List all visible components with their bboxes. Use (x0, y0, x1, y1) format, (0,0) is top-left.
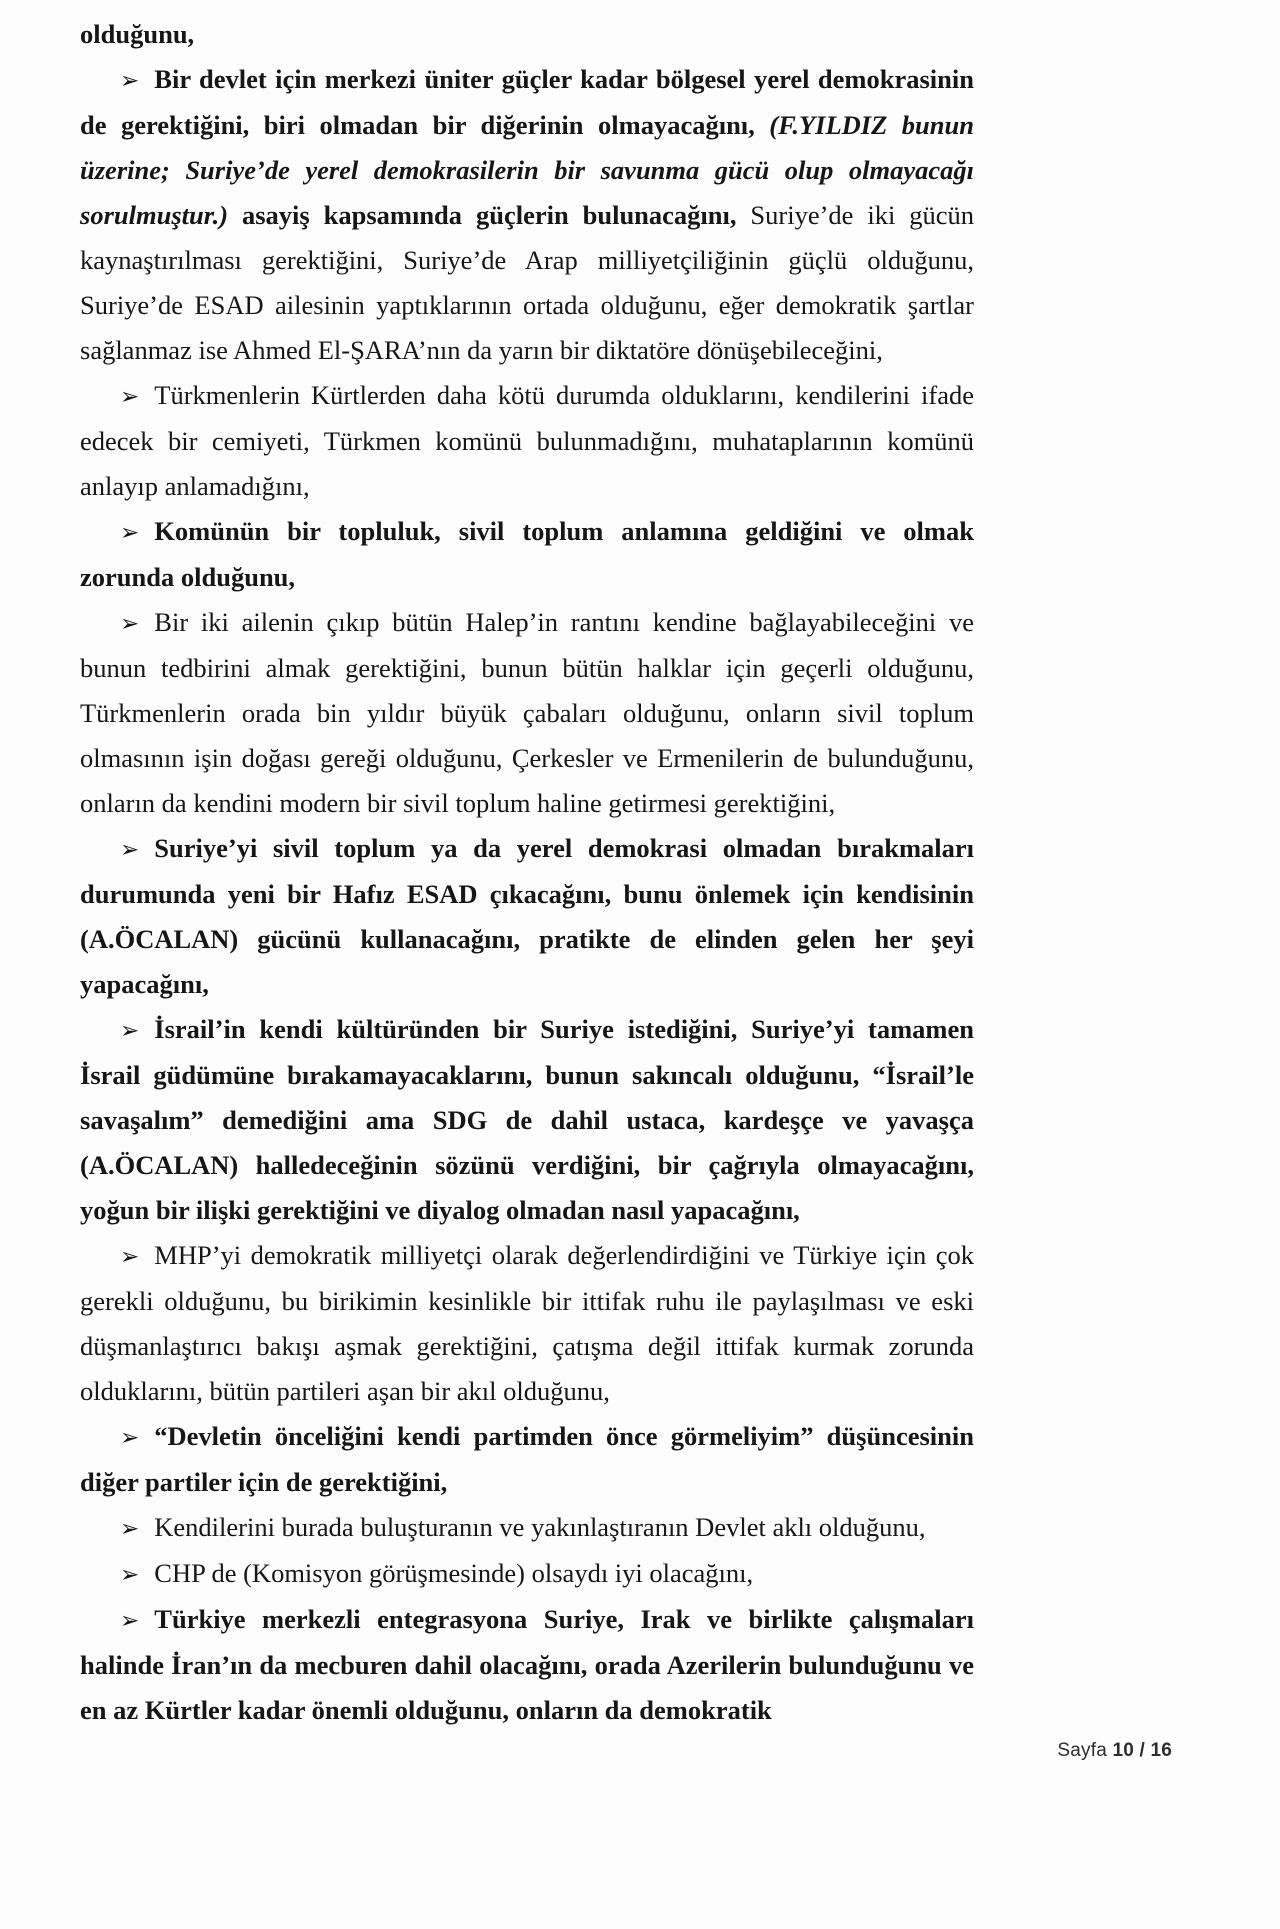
text-segment: Suriye’de iki gücün kaynaştırılması gerektiğini, Suriye’de Arap milliyetçiliğinin güçlü olduğunu, Suriye’de ESAD ailesinin yaptıklarının ortada olduğunu, eğer demokratik şartlar sağlanmaz ise Ahmed El-ŞARA’nın da yarın bir diktatöre dönüşebileceğini, (80, 200, 974, 365)
bullet-arrow-icon: ➢ (120, 1244, 140, 1269)
text-segment: MHP’yi demokratik milliyetçi olarak değerlendirdiğini ve Türkiye için çok gerekli olduğunu, bu birikimin kesinlikle bir ittifak ruhu ile paylaşılması ve eski düşmanlaştırıcı bakışı aşmak gerektiğini, çatışma değil ittifak kurmak zorunda olduklarını, bütün partileri aşan bir akıl olduğunu, (80, 1240, 974, 1406)
paragraph (80, 1505, 974, 1551)
page-number: 10 / 16 (1112, 1740, 1172, 1761)
bullet-arrow-icon: ➢ (120, 1608, 140, 1633)
bullet-arrow-icon: ➢ (120, 1018, 140, 1043)
text-segment: Kendilerini burada buluşturanın ve yakınlaştıranın Devlet aklı olduğunu, (154, 1512, 926, 1542)
text-segment: Suriye’yi sivil toplum ya da yerel demokrasi olmadan bırakmaları durumunda yeni bir Hafız ESAD çıkacağını, bunu önlemek için kendisinin (A.ÖCALAN) gücünü kullanacağını, pratikte de elinden gelen her şeyi yapacağını, (80, 833, 974, 999)
paragraph (80, 373, 974, 509)
bullet-arrow-icon: ➢ (120, 384, 140, 409)
paragraph (80, 1233, 974, 1414)
text-segment: (F.YILDIZ bunun üzerine; Suriye’de yerel demokrasilerin bir savunma gücü olup olmayacağı sorulmuştur.) (80, 110, 974, 230)
text-segment: asayiş kapsamında güçlerin bulunacağını, (241, 200, 751, 230)
text-segment: Türkmenlerin Kürtlerden daha kötü durumda olduklarını, kendilerini ifade edecek bir cemiyeti, Türkmen komünü bulunmadığını, muhataplarının komünü anlayıp anlamadığını, (80, 380, 974, 501)
text-segment: İsrail’in kendi kültüründen bir Suriye istediğini, Suriye’yi tamamen İsrail güdümüne bırakamayacaklarını, bunun sakıncalı olduğunu, “İsrail’le savaşalım” demediğini ama SDG de dahil ustaca, kardeşçe ve yavaşça (A.ÖCALAN) halledeceğinin sözünü verdiğini, bir çağrıyla olmayacağını, yoğun bir ilişki gerektiğini ve diyalog olmadan nasıl yapacağını, (80, 1014, 974, 1225)
text-segment: CHP de (Komisyon görüşmesinde) olsaydı iyi olacağını, (154, 1558, 754, 1588)
paragraph (80, 826, 974, 1007)
bullet-arrow-icon: ➢ (120, 68, 140, 93)
text-segment: olduğunu, (80, 19, 195, 49)
footer-label: Sayfa (1057, 1740, 1107, 1761)
text-segment: “Devletin önceliğini kendi partimden önce görmeliyim” düşüncesinin diğer partiler için de gerektiğini, (80, 1421, 974, 1497)
paragraph (80, 57, 974, 373)
bullet-arrow-icon: ➢ (120, 1425, 140, 1450)
paragraph (80, 1551, 974, 1597)
paragraph (80, 1007, 974, 1233)
text-segment: Komünün bir topluluk, sivil toplum anlamına geldiğini ve olmak zorunda olduğunu, (80, 516, 974, 592)
bullet-arrow-icon: ➢ (120, 1516, 140, 1541)
bullet-arrow-icon: ➢ (120, 1562, 140, 1587)
paragraph (80, 509, 974, 600)
bullet-arrow-icon: ➢ (120, 837, 140, 862)
text-segment: Bir devlet için merkezi üniter güçler kadar bölgesel yerel demokrasinin de gerektiğini, biri olmadan bir diğerinin olmayacağını, (80, 64, 974, 140)
paragraph (80, 1597, 974, 1733)
text-segment: Türkiye merkezli entegrasyona Suriye, Irak ve birlikte çalışmaları halinde İran’ın da mecburen dahil olacağını, orada Azerilerin bulunduğunu ve en az Kürtler kadar önemli olduğunu, onların da demokratik (80, 1604, 974, 1725)
paragraph (80, 12, 974, 57)
paragraph (80, 1414, 974, 1505)
page-footer (1057, 1740, 1172, 1762)
bullet-arrow-icon: ➢ (120, 611, 140, 636)
text-segment: Bir iki ailenin çıkıp bütün Halep’in rantını kendine bağlayabileceğini ve bunun tedbirini almak gerektiğini, bunun bütün halklar için geçerli olduğunu, Türkmenlerin orada bin yıldır büyük çabaları olduğunu, onların sivil toplum olmasının işin doğası gereği olduğunu, Çerkesler ve Ermenilerin de bulunduğunu, onların da kendini modern bir sivil toplum haline getirmesi gerektiğini, (80, 607, 974, 818)
paragraph (80, 600, 974, 826)
bullet-arrow-icon: ➢ (120, 520, 140, 545)
